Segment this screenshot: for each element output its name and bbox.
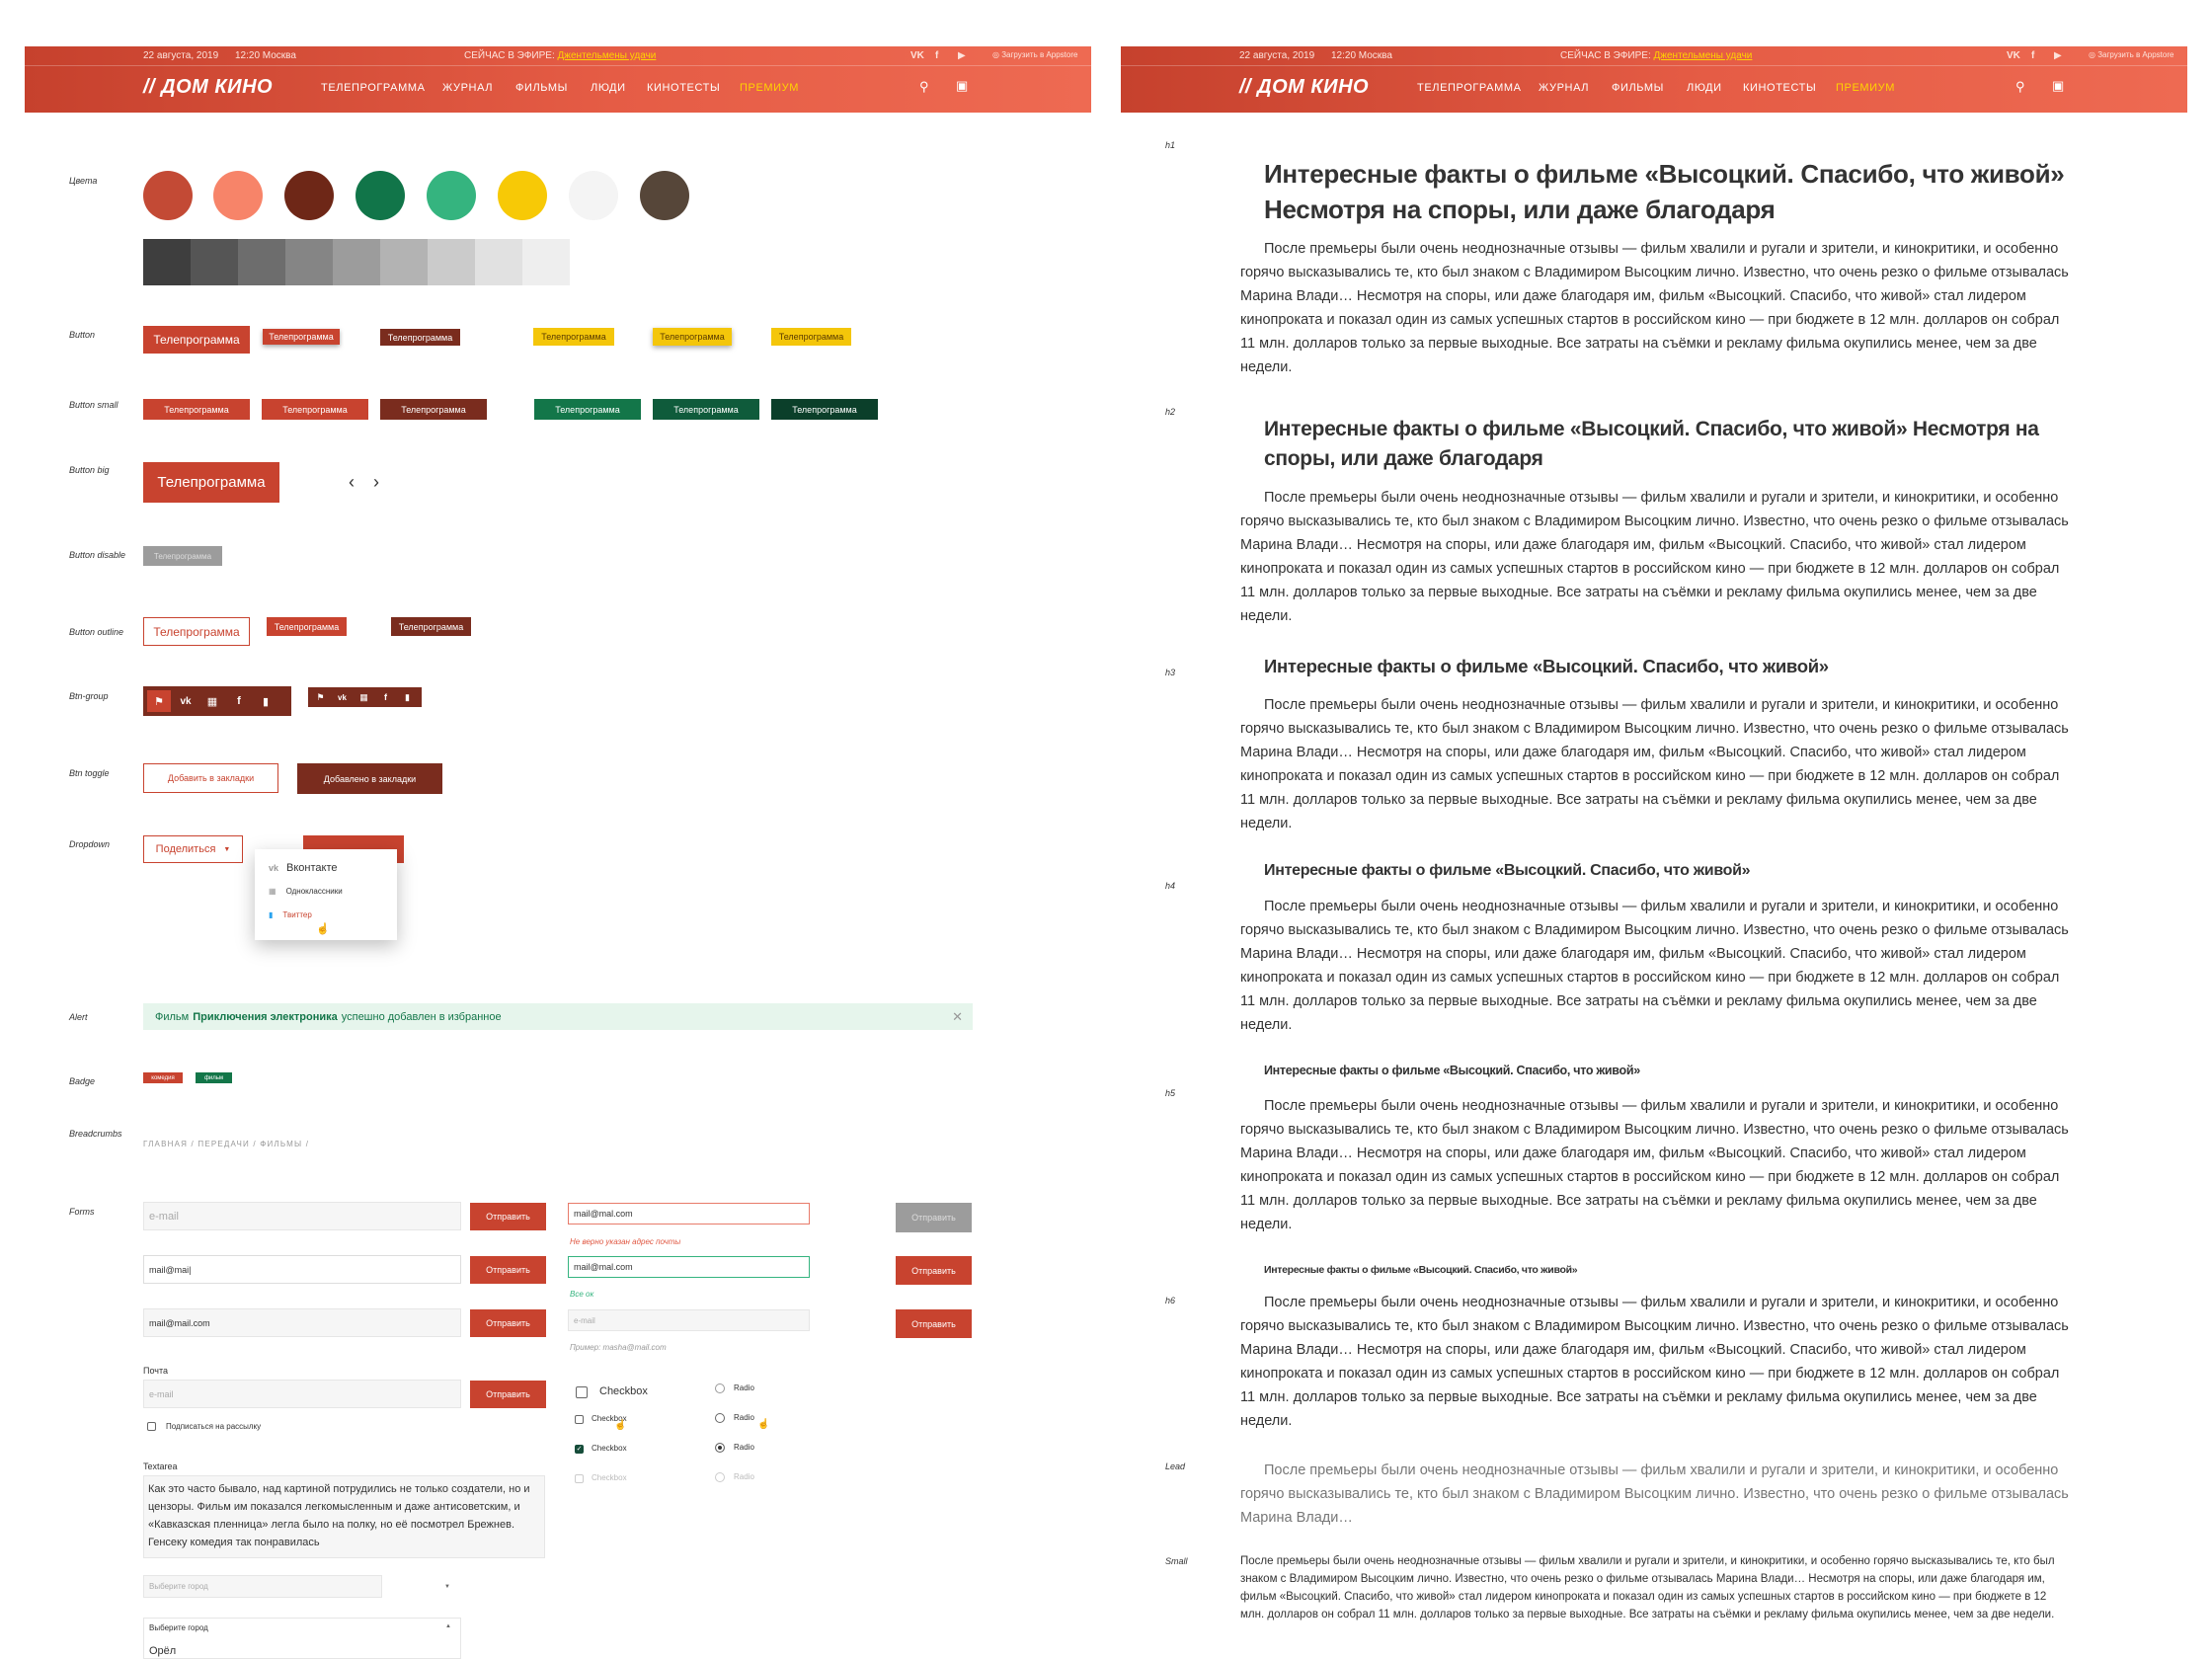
email-hint-placeholder: e-mail (574, 1315, 595, 1325)
paragraph-4: После премьеры были очень неоднозначные отзывы — фильм хвалили и ругали и зрители, и кинокритики, и особенно горячо высказывались те, кто был знаком с Владимиром Высоцким лично. Известно, что очень резко о фильме отзывалась Марина Влади… Несмотря на споры, или даже благодаря им, фильм «Высоцкий. Спасибо, что живой» стал лидером кинопроката и показал один из самых успешных стартов в российском кино — при бюджете в 12 млн. долларов он собрал 11 млн. долларов только за первые выходные. Все затраты на съёмки и рекламу фильма окупились менее, чем за две недели. (1240, 899, 2069, 1033)
gray-swatch-5 (333, 239, 380, 285)
textarea-label: Textarea (143, 1462, 178, 1471)
on-air-label-right: СЕЙЧАС В ЭФИРЕ: (1560, 50, 1651, 61)
breadcrumb[interactable]: ГЛАВНАЯ / ПЕРЕДАЧИ / ФИЛЬМЫ / (143, 1140, 310, 1148)
label-button-small: Button small (69, 400, 118, 410)
heading-h5: Интересные факты о фильме «Высоцкий. Спасибо, что живой» (1264, 1064, 1640, 1077)
nav-tests-right[interactable]: КИНОТЕСТЫ (1743, 82, 1817, 94)
vk-small-icon[interactable]: vk (338, 692, 347, 702)
label-button-outline: Button outline (69, 627, 124, 637)
button-outline-hover[interactable]: Телепрограмма (267, 617, 347, 636)
badge-film: фильм (196, 1072, 232, 1083)
on-air-show-link[interactable]: Джентельмены удачи (557, 50, 657, 61)
twitter-small-icon[interactable]: ▮ (405, 691, 410, 702)
dropdown-item-vk[interactable] (269, 862, 337, 874)
label-h3: h3 (1165, 668, 1176, 677)
facebook-icon[interactable]: f (935, 50, 939, 61)
logo-right[interactable]: // ДОМ КИНО (1239, 76, 1370, 98)
submit-button-2[interactable]: Отправить (470, 1256, 546, 1284)
btn-group-large (143, 686, 291, 716)
ok-icon: ▦ (269, 887, 276, 896)
radio-checked[interactable] (715, 1443, 725, 1453)
radio-hover-label: Radio (734, 1413, 754, 1422)
color-swatch-taupe (640, 171, 689, 220)
checkbox-disabled-label: Checkbox (592, 1473, 627, 1482)
label-breadcrumbs: Breadcrumbs (69, 1129, 122, 1139)
color-swatch-light (569, 171, 618, 220)
label-small: Small (1165, 1556, 1188, 1566)
ok-share-icon[interactable]: ▦ (206, 695, 218, 708)
lock-icon[interactable]: ▣ (956, 78, 969, 93)
chevron-down-icon: ▼ (444, 1584, 450, 1590)
alert-suffix: успешно добавлен в избранное (341, 1010, 502, 1023)
hand-cursor-icon: ☝ (316, 923, 330, 935)
on-air-label: СЕЙЧАС В ЭФИРЕ: (464, 50, 555, 61)
button-yellow-hover[interactable]: Телепрограмма (653, 328, 732, 346)
chevron-right-icon[interactable]: › (373, 472, 379, 492)
label-colors: Цвета (69, 176, 98, 186)
email-error-message: Не верно указан адрес почты (570, 1237, 681, 1246)
header-time-right: 12:20 Москва (1331, 50, 1392, 61)
toggle-add-bookmark[interactable]: Добавить в закладки (143, 763, 278, 793)
email-input-empty[interactable] (143, 1202, 461, 1230)
gray-swatch-4 (285, 239, 333, 285)
lock-icon-right[interactable]: ▣ (2052, 78, 2065, 93)
nav-journal-right[interactable]: ЖУРНАЛ (1539, 82, 1590, 94)
appstore-label: Загрузить в Appstore (1001, 50, 1078, 59)
email-input-typing[interactable]: mail@mai| (143, 1255, 461, 1284)
button-yellow-active[interactable]: Телепрограмма (771, 328, 851, 346)
label-btn-toggle: Btn toggle (69, 768, 110, 778)
button-primary-active[interactable]: Телепрограмма (380, 329, 460, 346)
alert-success (143, 1003, 973, 1030)
appstore-link[interactable]: ◎ Загрузить в Appstore (992, 50, 1078, 59)
checkbox-large-label: Checkbox (599, 1385, 648, 1397)
chevron-up-icon: ▲ (445, 1623, 451, 1629)
header-topbar-right (1121, 46, 2187, 66)
vk-icon[interactable]: VK (910, 50, 924, 61)
heading-h1: Интересные факты о фильме «Высоцкий. Спасибо, что живой» Несмотря на споры, или даже благодаря (1264, 159, 2065, 224)
twitter-icon: ▮ (269, 910, 274, 919)
checkbox-checked-label: Checkbox (592, 1444, 627, 1453)
button-primary[interactable]: Телепрограмма (143, 326, 250, 354)
header-date-right: 22 августа, 2019 (1239, 50, 1315, 61)
subscribe-label: Подписаться на рассылку (166, 1422, 262, 1431)
on-air-right (1560, 50, 1752, 61)
label-button-disable: Button disable (69, 550, 126, 560)
hand-cursor-icon: ☝ (614, 1420, 627, 1431)
button-yellow[interactable]: Телепрограмма (533, 328, 614, 346)
label-h4: h4 (1165, 881, 1176, 891)
mail-placeholder: e-mail (149, 1388, 174, 1399)
heading-h6: Интересные факты о фильме «Высоцкий. Спасибо, что живой» (1264, 1264, 1578, 1276)
city-select-open-placeholder: Выберите город (149, 1623, 208, 1632)
heading-h2: Интересные факты о фильме «Высоцкий. Спасибо, что живой» Несмотря на споры, или даже благодаря (1264, 418, 2039, 470)
label-h1: h1 (1165, 140, 1176, 150)
ok-small-icon[interactable]: ▦ (359, 691, 368, 702)
toggle-added-bookmark[interactable]: Добавлено в закладки (297, 763, 442, 794)
color-swatch-green (356, 171, 405, 220)
label-badge: Badge (69, 1076, 96, 1086)
nav-people-right[interactable]: ЛЮДИ (1687, 82, 1722, 94)
on-air-show-link-right[interactable]: Джентельмены удачи (1653, 50, 1753, 61)
share-dropdown-button[interactable] (143, 835, 243, 863)
textarea[interactable]: Как это часто бывало, над картиной потрудились не только создатели, но и цензоры. Фильм им показался легкомысленным и даже антисоветским, и «Кавказская пленница» легла было на полку, но её посмотрел Брежнев. Генсеку комедия так понравилась (143, 1475, 545, 1558)
submit-button-5[interactable]: Отправить (896, 1256, 972, 1285)
share-label: Поделиться (155, 843, 216, 855)
chevron-left-icon[interactable]: ‹ (349, 472, 355, 492)
gray-swatch-7 (428, 239, 475, 285)
header-date: 22 августа, 2019 (143, 50, 219, 61)
btn-group-small (308, 687, 422, 707)
search-icon-right[interactable]: ⚲ (2015, 79, 2025, 94)
color-swatch-yellow (498, 171, 547, 220)
nav-premium[interactable]: ПРЕМИУМ (740, 82, 800, 94)
mail-input[interactable] (143, 1380, 461, 1408)
radio-checked-label: Radio (734, 1443, 754, 1452)
city-select[interactable] (143, 1575, 382, 1598)
bookmark-icon[interactable]: ⚑ (147, 690, 171, 712)
paragraph-2: После премьеры были очень неоднозначные отзывы — фильм хвалили и ругали и зрители, и кинокритики, и особенно горячо высказывались те, кто был знаком с Владимиром Высоцким лично. Известно, что очень резко о фильме отзывалась Марина Влади… Несмотря на споры, или даже благодаря им, фильм «Высоцкий. Спасибо, что живой» стал лидером кинопроката и показал один из самых успешных стартов в российском кино — при бюджете в 12 млн. долларов он собрал 11 млн. долларов только за первые выходные. Все затраты на съёмки и рекламу фильма окупились менее, чем за две недели. (1240, 490, 2069, 624)
gray-swatch-9 (522, 239, 570, 285)
nav-tv-right[interactable]: ТЕЛЕПРОГРАММА (1417, 82, 1522, 94)
label-forms: Forms (69, 1207, 95, 1217)
label-btn-group: Btn-group (69, 691, 109, 701)
gray-swatch-1 (143, 239, 191, 285)
nav-films-right[interactable]: ФИЛЬМЫ (1612, 82, 1664, 94)
on-air (464, 50, 656, 61)
paragraph-6: После премьеры были очень неоднозначные отзывы — фильм хвалили и ругали и зрители, и кинокритики, и особенно горячо высказывались те, кто был знаком с Владимиром Высоцким лично. Известно, что очень резко о фильме отзывалась Марина Влади… Несмотря на споры, или даже благодаря им, фильм «Высоцкий. Спасибо, что живой» стал лидером кинопроката и показал один из самых успешных стартов в российском кино — при бюджете в 12 млн. долларов он собрал 11 млн. долларов только за первые выходные. Все затраты на съёмки и рекламу фильма окупились менее, чем за две недели. (1240, 1295, 2069, 1429)
facebook-icon-right[interactable]: f (2031, 50, 2035, 61)
bookmark-small-icon[interactable]: ⚑ (316, 691, 325, 702)
logo-text-right: ДОМ КИНО (1257, 76, 1370, 98)
dropdown-item-vk-label: Вконтакте (286, 862, 338, 874)
email-placeholder: e-mail (149, 1210, 179, 1223)
fb-small-icon[interactable]: f (384, 692, 387, 702)
lead-text: После премьеры были очень неоднозначные отзывы — фильм хвалили и ругали и зрители, и кинокритики, и особенно горячо высказывались те, кто был знаком с Владимиром Высоцким лично. Известно, что очень резко о фильме отзывалась Марина Влади… (1240, 1462, 2069, 1526)
heading-h4: Интересные факты о фильме «Высоцкий. Спасибо, что живой» (1264, 862, 1751, 879)
radio-default-label: Radio (734, 1383, 754, 1392)
header-right (1121, 46, 2187, 113)
header-topbar (25, 46, 1091, 66)
gray-swatch-3 (238, 239, 285, 285)
nav-tests[interactable]: КИНОТЕСТЫ (647, 82, 721, 94)
youtube-icon[interactable]: ▶ (958, 50, 966, 61)
dropdown-menu (255, 849, 397, 940)
button-small-dark[interactable]: Телепрограмма (380, 399, 487, 420)
button-disabled: Телепрограмма (143, 546, 222, 566)
button-small-green-active[interactable]: Телепрограмма (771, 399, 878, 420)
hand-cursor-icon: ☝ (757, 1419, 770, 1430)
nav-films[interactable]: ФИЛЬМЫ (515, 82, 568, 94)
submit-button-6[interactable]: Отправить (896, 1309, 972, 1338)
checkbox-hover[interactable] (575, 1415, 584, 1424)
label-button: Button (69, 330, 96, 340)
close-icon[interactable]: ✕ (952, 1008, 963, 1024)
logo-text: ДОМ КИНО (161, 76, 274, 98)
small-text: После премьеры были очень неоднозначные отзывы — фильм хвалили и ругали и зрители, и кинокритики, и особенно горячо высказывались те, кто был знаком с Владимиром Высоцким лично. Известно, что очень резко о фильме отзывалась Марина Влади… Несмотря на споры, или даже благодаря им, фильм «Высоцкий. Спасибо, что живой» стал лидером кинопроката и показал один из самых успешных стартов в российском кино — при бюджете в 12 млн. долларов он собрал 11 млн. долларов только за первые выходные. Все затраты на съёмки и рекламу фильма окупились менее, чем за две недели. (1240, 1555, 2055, 1620)
checkbox-checked[interactable]: ✓ (576, 1446, 583, 1453)
button-small-red-hover[interactable]: Телепрограмма (262, 399, 368, 420)
radio-disabled (715, 1472, 725, 1482)
search-icon[interactable]: ⚲ (919, 79, 929, 94)
twitter-share-icon[interactable]: ▮ (262, 695, 270, 708)
paragraph-1: После премьеры были очень неоднозначные отзывы — фильм хвалили и ругали и зрители, и кинокритики, и особенно горячо высказывались те, кто был знаком с Владимиром Высоцким лично. Известно, что очень резко о фильме отзывалась Марина Влади… Несмотря на споры, или даже благодаря им, фильм «Высоцкий. Спасибо, что живой» стал лидером кинопроката и показал один из самых успешных стартов в российском кино — при бюджете в 12 млн. долларов он собрал 11 млн. долларов только за первые выходные. Все затраты на съёмки и рекламу фильма окупились менее, чем за две недели. (1240, 241, 2069, 375)
label-alert: Alert (69, 1012, 88, 1022)
youtube-icon-right[interactable]: ▶ (2054, 50, 2062, 61)
button-outline[interactable]: Телепрограмма (143, 617, 250, 646)
vk-share-icon[interactable]: vk (180, 695, 192, 707)
heading-h3: Интересные факты о фильме «Высоцкий. Спасибо, что живой» (1264, 656, 1829, 676)
badge-comedy: комедия (143, 1072, 183, 1083)
city-option-orel[interactable]: Орёл (149, 1645, 177, 1657)
email-input-hint[interactable] (568, 1309, 810, 1331)
button-big[interactable]: Телепрограмма (143, 462, 279, 503)
gray-swatch-6 (380, 239, 428, 285)
color-swatch-coral (213, 171, 263, 220)
submit-button-disabled: Отправить (896, 1203, 972, 1232)
alert-prefix: Фильм (155, 1010, 190, 1023)
chevron-down-icon: ▼ (223, 845, 231, 853)
nav-premium-right[interactable]: ПРЕМИУМ (1836, 82, 1896, 94)
email-valid-message: Все ок (570, 1290, 594, 1299)
gray-swatch-2 (191, 239, 238, 285)
header-time: 12:20 Москва (235, 50, 296, 61)
label-dropdown: Dropdown (69, 839, 111, 849)
mail-label: Почта (143, 1366, 168, 1376)
button-small-red[interactable]: Телепрограмма (143, 399, 250, 420)
button-outline-active[interactable]: Телепрограмма (391, 617, 471, 636)
logo[interactable]: // ДОМ КИНО (143, 76, 274, 98)
email-input-filled[interactable]: mail@mail.com (143, 1308, 461, 1337)
dropdown-item-twitter[interactable] (269, 910, 312, 919)
color-swatch-mint (427, 171, 476, 220)
label-h5: h5 (1165, 1088, 1176, 1098)
label-h6: h6 (1165, 1296, 1176, 1305)
email-input-error[interactable]: mail@mal.com (568, 1203, 810, 1224)
checkbox-hover-label: Checkbox (592, 1414, 627, 1423)
label-button-big: Button big (69, 465, 110, 475)
email-input-valid[interactable]: mail@mal.com (568, 1256, 810, 1278)
submit-button-3[interactable]: Отправить (470, 1309, 546, 1337)
color-swatch-brown (284, 171, 334, 220)
dropdown-item-ok-label: Одноклассники (285, 887, 343, 896)
email-hint-message: Пример: masha@mail.com (570, 1343, 667, 1352)
gray-swatch-8 (475, 239, 522, 285)
button-small-green[interactable]: Телепрограмма (534, 399, 641, 420)
submit-button-1[interactable]: Отправить (470, 1203, 546, 1230)
radio-default[interactable] (715, 1383, 725, 1393)
vk-icon-right[interactable]: VK (2007, 50, 2020, 61)
submit-button-4[interactable]: Отправить (470, 1381, 546, 1408)
checkbox-large[interactable] (576, 1386, 588, 1398)
appstore-link-right[interactable]: ◎ Загрузить в Appstore (2089, 50, 2174, 59)
alert-film-name[interactable]: Приключения электроника (193, 1010, 338, 1023)
vk-icon: vk (269, 863, 279, 873)
paragraph-3: После премьеры были очень неоднозначные отзывы — фильм хвалили и ругали и зрители, и кинокритики, и особенно горячо высказывались те, кто был знаком с Владимиром Высоцким лично. Известно, что очень резко о фильме отзывалась Марина Влади… Несмотря на споры, или даже благодаря им, фильм «Высоцкий. Спасибо, что живой» стал лидером кинопроката и показал один из самых успешных стартов в российском кино — при бюджете в 12 млн. долларов он собрал 11 млн. долларов только за первые выходные. Все затраты на съёмки и рекламу фильма окупились менее, чем за две недели. (1240, 697, 2069, 831)
nav-journal[interactable]: ЖУРНАЛ (442, 82, 494, 94)
appstore-label-right: Загрузить в Appstore (2097, 50, 2174, 59)
city-select-open[interactable] (143, 1618, 461, 1659)
fb-share-icon[interactable]: f (237, 695, 241, 707)
checkbox-disabled (575, 1474, 584, 1483)
dropdown-item-twitter-label: Твиттер (282, 910, 312, 919)
button-primary-hover[interactable]: Телепрограмма (263, 329, 340, 345)
label-lead: Lead (1165, 1462, 1186, 1471)
nav-people[interactable]: ЛЮДИ (591, 82, 626, 94)
city-select-placeholder: Выберите город (149, 1582, 208, 1591)
header-left (25, 46, 1091, 113)
radio-hover[interactable] (715, 1413, 725, 1423)
nav-tv[interactable]: ТЕЛЕПРОГРАММА (321, 82, 426, 94)
subscribe-checkbox[interactable] (147, 1422, 156, 1431)
paragraph-5: После премьеры были очень неоднозначные отзывы — фильм хвалили и ругали и зрители, и кинокритики, и особенно горячо высказывались те, кто был знаком с Владимиром Высоцким лично. Известно, что очень резко о фильме отзывалась Марина Влади… Несмотря на споры, или даже благодаря им, фильм «Высоцкий. Спасибо, что живой» стал лидером кинопроката и показал один из самых успешных стартов в российском кино — при бюджете в 12 млн. долларов он собрал 11 млн. долларов только за первые выходные. Все затраты на съёмки и рекламу фильма окупились менее, чем за две недели. (1240, 1098, 2069, 1232)
label-h2: h2 (1165, 407, 1176, 417)
radio-disabled-label: Radio (734, 1472, 754, 1481)
button-small-green-hover[interactable]: Телепрограмма (653, 399, 759, 420)
color-swatch-red (143, 171, 193, 220)
dropdown-item-ok[interactable] (269, 887, 343, 896)
